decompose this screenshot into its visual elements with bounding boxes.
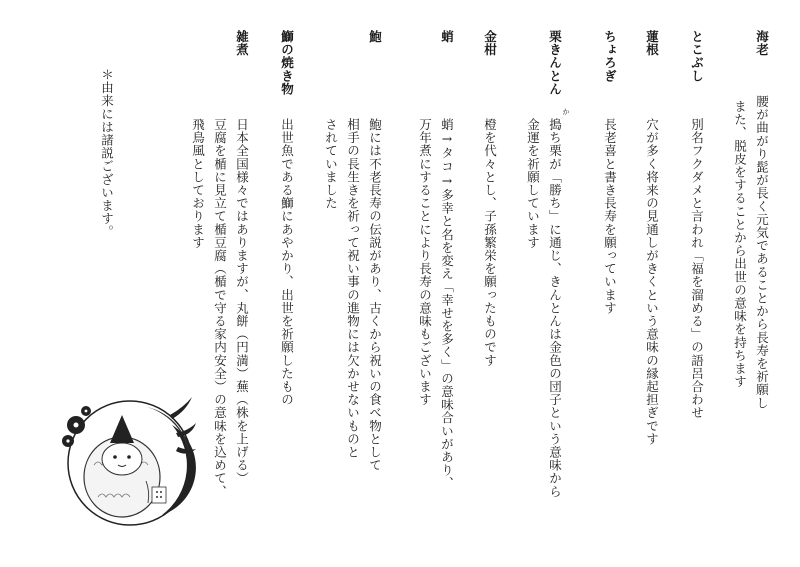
entry-line-buri-1: 出世魚である鰤にあやかり、出世を祈願したもの xyxy=(279,118,295,407)
entry-title-renkon: 蓮根 xyxy=(644,30,660,57)
new-year-mascot-illustration xyxy=(52,385,202,535)
entry-title-kurikinton: 栗きんとん xyxy=(547,30,563,96)
entry-title-kinkan: 金柑 xyxy=(482,30,498,57)
entry-line-awabi-3: されていました xyxy=(323,118,339,210)
entry-line-tokobushi-1: 別名フクダメと言われ「福を溜める」の語呂合わせ xyxy=(689,118,705,420)
entry-line-awabi-2: 相手の長生きを祈って祝い事の進物には欠かせないものと xyxy=(345,118,361,459)
footnote: ＊由来には諸説ございます。 xyxy=(99,68,115,239)
entry-title-buri: 鰤の焼き物 xyxy=(279,30,295,96)
entry-line-tako-1: 蛸→タコ→多幸と名を変え「幸せを多く」の意味合いがあり、 xyxy=(439,118,455,490)
entry-title-tokobushi: とこぶし xyxy=(689,30,705,83)
entry-line-kinkan-1: 橙を代々とし、子孫繁栄を願ったものです xyxy=(482,118,498,367)
entry-title-chorogi: ちょろぎ xyxy=(602,30,618,83)
entry-line-awabi-1: 鮑には不老長寿の伝説があり、古くから祝いの食べ物として xyxy=(367,118,383,472)
entry-line-chorogi-1: 長老喜と書き長寿を願っています xyxy=(602,118,618,315)
entry-line-kurikinton-1: 搗ち栗が「勝ち」に通じ、きんとんは金色の団子という意味から xyxy=(547,118,563,498)
entry-line-ebi-2: また、脱皮をすることから出世の意味を持ちます xyxy=(732,100,748,389)
entry-line-renkon-1: 穴が多く将来の見通しがきくという意味の縁起担ぎです xyxy=(644,118,660,446)
entry-title-ebi: 海老 xyxy=(754,30,770,57)
entry-title-zoni: 雑煮 xyxy=(234,30,250,57)
entry-line-zoni-1: 日本全国様々ではありますが、丸餅（円満）蕪（株を上げる） xyxy=(234,118,250,485)
entry-title-awabi: 鮑 xyxy=(367,30,383,44)
entry-line-kurikinton-2: 金運を祈願しています xyxy=(525,118,541,249)
entry-line-ebi-1: 腰が曲がり髭が長く元気であることから長寿を祈願し xyxy=(754,95,770,410)
entry-line-tako-2: 万年煮にすることにより長寿の意味もございます xyxy=(417,118,433,407)
entry-line-zoni-3: 飛鳥風としております xyxy=(190,118,206,249)
entry-line-zoni-2: 豆腐を楯に見立て楯豆腐（楯で守る家内安全）の意味を込めて、 xyxy=(212,118,228,498)
entry-ruby-kurikinton: か xyxy=(562,108,570,116)
entry-title-tako: 蛸 xyxy=(439,30,455,44)
